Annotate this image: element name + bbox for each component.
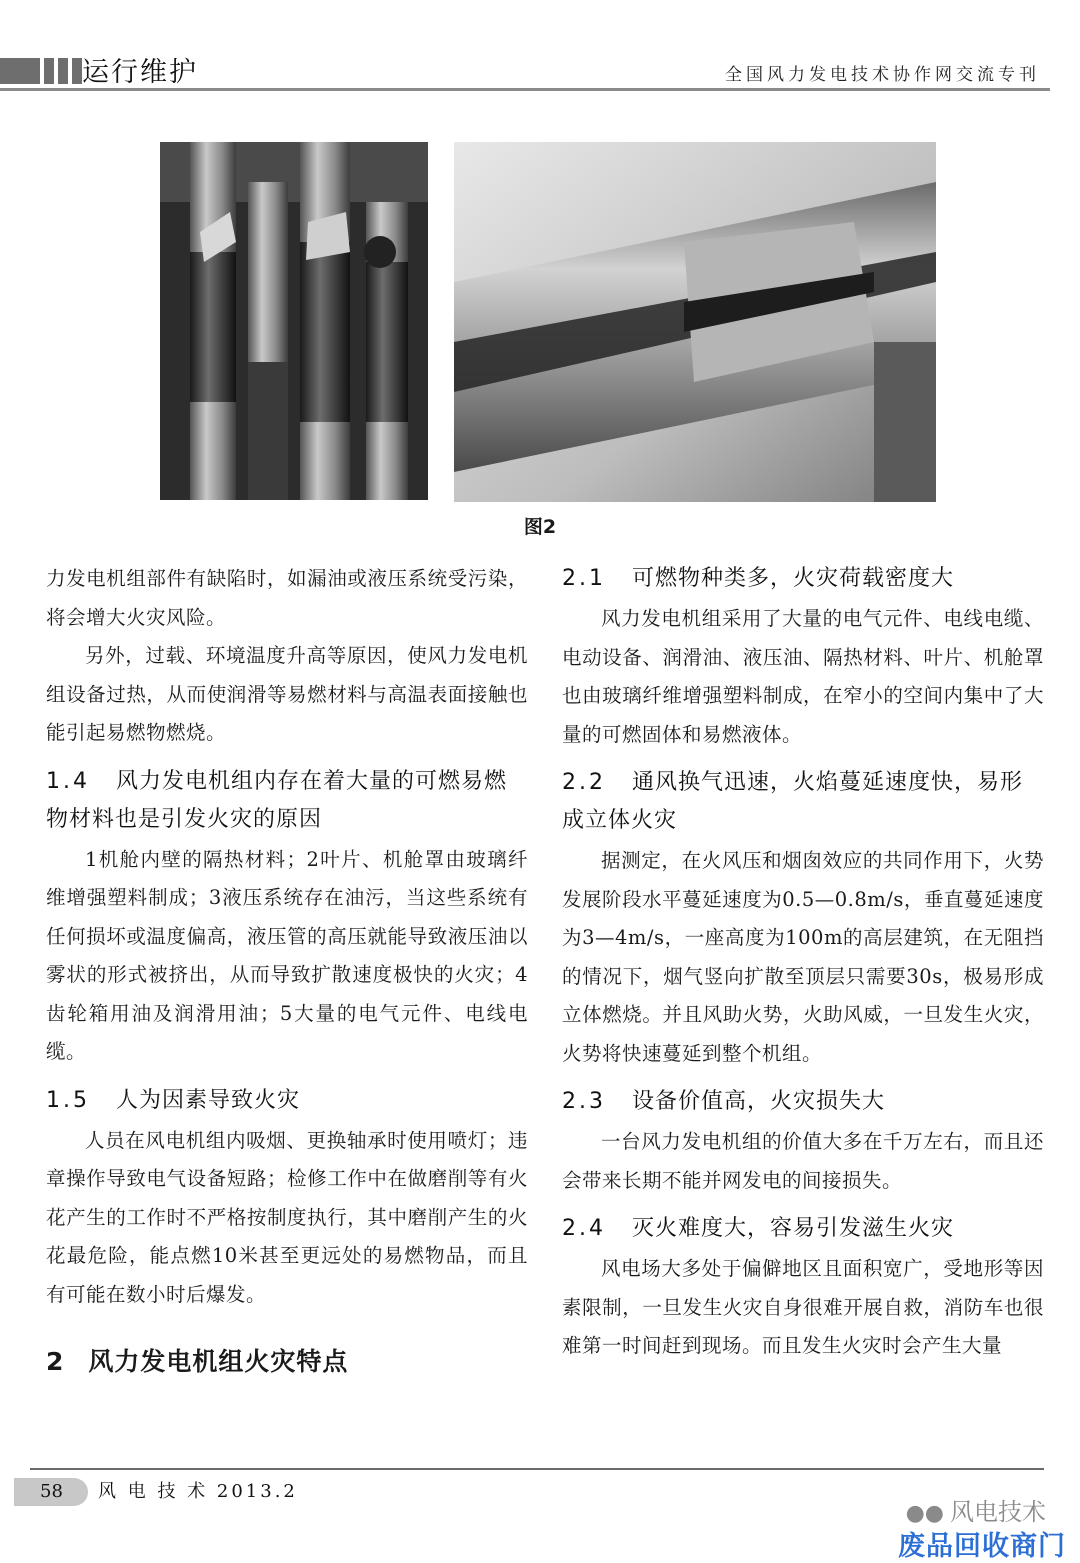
section-heading-2-3: [562, 1083, 1044, 1121]
heading-number: 1.4: [46, 768, 90, 794]
section-heading-2-2: [562, 764, 1044, 840]
heading-number: 2.4: [562, 1216, 606, 1241]
header-rule: [0, 88, 1050, 91]
heading-text: 人为因素导致火灾: [116, 1087, 301, 1113]
heading-text: 通风换气迅速，火焰蔓延速度快，易形成立体火灾: [562, 770, 1024, 833]
heading-number: 2: [46, 1347, 65, 1376]
section-heading-1-4: [46, 763, 528, 839]
heading-text: 灭火难度大，容易引发滋生火灾: [632, 1216, 955, 1241]
heading-number: 2.2: [562, 770, 606, 795]
paragraph: 据测定，在火风压和烟囱效应的共同作用下，火势发展阶段水平蔓延速度为0.5—0.8m/s，垂直蔓延速度为3—4m/s，一座高度为100m的高层建筑，在无阻挡的情况下，烟气竖向扩散至顶层只需要30s，极易形成立体燃烧。并且风助火势，火助风威，一旦发生火灾，火势将快速蔓延到整个机组。: [562, 849, 1044, 1065]
heading-text: 风力发电机组火灾特点: [88, 1347, 349, 1376]
heading-text: 设备价值高，火灾损失大: [632, 1089, 886, 1114]
paragraph: 力发电机组部件有缺陷时，如漏油或液压系统受污染，将会增大火灾风险。: [46, 567, 528, 629]
paragraph: 一台风力发电机组的价值大多在千万左右，而且还会带来长期不能并网发电的间接损失。: [562, 1130, 1044, 1192]
page-number: 58: [40, 1481, 63, 1502]
paragraph: 人员在风电机组内吸烟、更换轴承时使用喷灯；违章操作导致电气设备短路；检修工作中在做磨削等有火花产生的工作时不严格按制度执行，其中磨削产生的火花最危险，能点燃10米甚至更远处的易燃物品，而且有可能在数小时后爆发。: [46, 1128, 528, 1306]
journal-name: 全国风力发电技术协作网交流专刊: [725, 65, 1040, 85]
figure-photo-cables-horizontal: [454, 142, 936, 502]
right-column: [562, 560, 1044, 1366]
section-heading-1-5: [46, 1082, 528, 1120]
section-heading-2-4: [562, 1210, 1044, 1248]
watermark-site: 废品回收商门: [898, 1531, 1066, 1562]
journal-issue: 风 电 技 术 2013.2: [98, 1481, 298, 1502]
paragraph: 风力发电机组采用了大量的电气元件、电线电缆、电动设备、润滑油、液压油、隔热材料、叶片、机舱罩也由玻璃纤维增强塑料制成，在窄小的空间内集中了大量的可燃固体和易燃液体。: [562, 607, 1044, 746]
section-title: 运行维护: [82, 57, 198, 88]
figure-photo-cables-vertical: [160, 142, 428, 500]
paragraph: 另外，过载、环境温度升高等原因，使风力发电机组设备过热，从而使润滑等易燃材料与高温表面接触也能引起易燃物燃烧。: [46, 644, 528, 744]
left-column: [46, 560, 528, 1382]
heading-text: 风力发电机组内存在着大量的可燃易燃物材料也是引发火灾的原因: [46, 768, 508, 832]
footer-rule: [30, 1468, 1044, 1470]
heading-number: 1.5: [46, 1087, 90, 1113]
heading-number: 2.3: [562, 1089, 606, 1114]
paragraph: 风电场大多处于偏僻地区且面积宽广，受地形等因素限制，一旦发生火灾自身很难开展自救，消防车也很难第一时间赶到现场。而且发生火灾时会产生大量: [562, 1257, 1044, 1357]
wechat-icon: ●​●: [905, 1501, 944, 1526]
section-heading-2-1: [562, 560, 1044, 598]
watermark-text: 风电技术: [950, 1498, 1046, 1526]
heading-number: 2.1: [562, 566, 606, 591]
header-decoration-bars: [0, 58, 82, 84]
heading-text: 可燃物种类多，火灾荷载密度大: [632, 566, 955, 591]
paragraph: 1机舱内壁的隔热材料；2叶片、机舱罩由玻璃纤维增强塑料制成；3液压系统存在油污，当这些系统有任何损坏或温度偏高，液压管的高压就能导致液压油以雾状的形式被挤出，从而导致扩散速度极快的火灾；4齿轮箱用油及润滑用油；5大量的电气元件、电线电缆。: [46, 847, 528, 1063]
watermark-wechat: [906, 1492, 1046, 1527]
section-heading-2: [46, 1342, 528, 1382]
figure-caption: 图2: [523, 516, 557, 538]
